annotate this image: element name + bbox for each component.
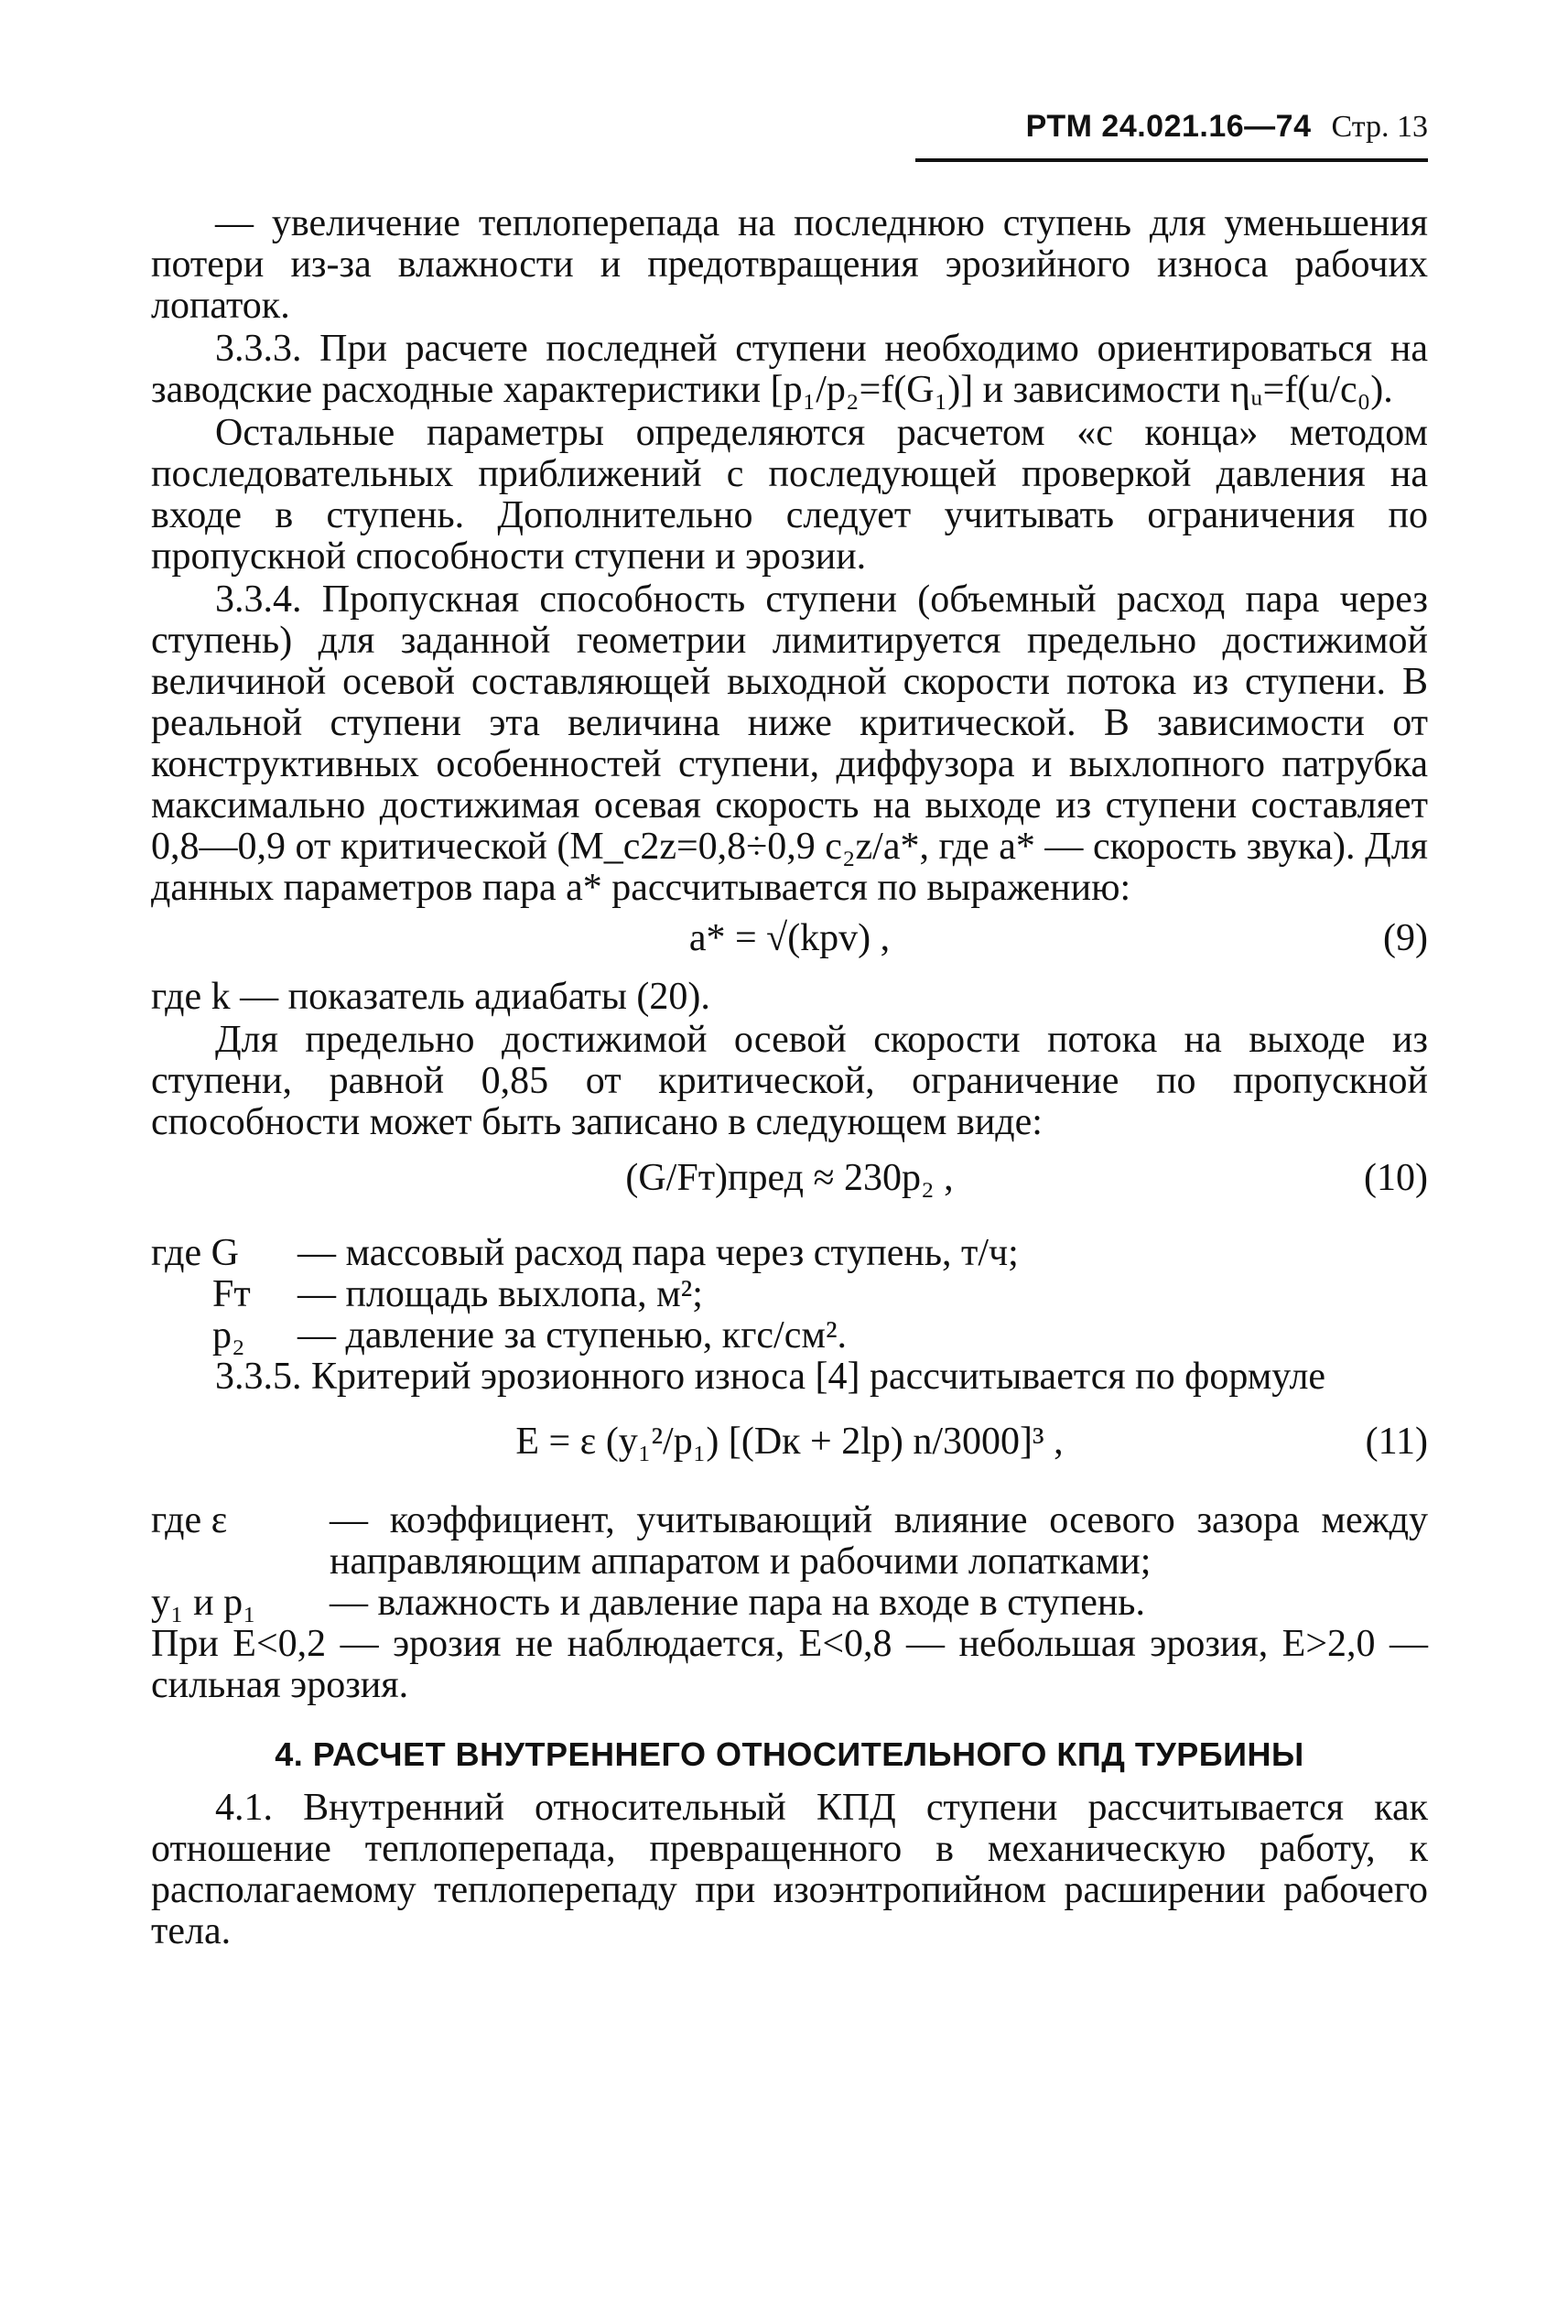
variable-item: [151, 1274, 1428, 1315]
variable-symbol: y₁ и p₁: [151, 1582, 256, 1624]
variable-symbol: где ε: [151, 1499, 228, 1541]
formula-number: (10): [1364, 1157, 1428, 1199]
paragraph-3-3-5: 3.3.5. Критерий эрозионного износа [4] рассчитывается по формуле: [215, 1356, 1326, 1398]
variable-description: — влажность и давление пара на входе в ступень.: [330, 1582, 1145, 1624]
paragraph-3-3-4: 3.3.4. Пропускная способность ступени (объемный расход пара через ступень) для заданной геометрии лимитируется предельно достижимой величиной осевой составляющей выходной скорости потока из ступени. В реальной ступени эта величина ниже критической. В зависимости от конструктивных особенностей ступени, диффузора и выхлопного патрубка максимально достижимая осевая скорость на выходе из ступени составляет 0,8—0,9 от критической (M_c2z=0,8÷0,9 c₂z/a*, где a* — скорость звука). Для данных параметров пара a* рассчитывается по выражению:: [151, 578, 1428, 909]
formula-expression: (G/Fт)пред ≈ 230p₂ ,: [625, 1157, 954, 1199]
variable-description: — массовый расход пара через ступень, т/ч;: [297, 1232, 1019, 1274]
variable-description: — давление за ступенью, кгс/см².: [297, 1314, 848, 1357]
variable-item: [151, 1315, 1428, 1357]
variable-symbol: p₂: [212, 1314, 245, 1357]
variable-symbol: Fт: [212, 1273, 251, 1315]
formula-number: (9): [1383, 917, 1428, 959]
paragraph-3-3-3: 3.3.3. При расчете последней ступени необходимо ориентироваться на заводские расходные характеристики [p₁/p₂=f(G₁)] и зависимости ηᵤ=f(u/c₀).: [151, 328, 1428, 411]
paragraph: — увеличение теплоперепада на последнюю ступень для уменьшения потери из-за влажности и предотвращения эрозийного износа рабочих лопаток.: [151, 202, 1428, 327]
formula-number: (11): [1365, 1421, 1428, 1463]
page-body: [151, 203, 1428, 1952]
variable-description: — площадь выхлопа, м²;: [297, 1273, 703, 1315]
formula-9: [151, 918, 1428, 977]
section-heading: 4. РАСЧЕТ ВНУТРЕННЕГО ОТНОСИТЕЛЬНОГО КПД ТУРБИНЫ: [275, 1735, 1304, 1773]
formula-expression: a* = √(kpv) ,: [688, 917, 891, 959]
paragraph-4-1: 4.1. Внутренний относительный КПД ступени рассчитывается как отношение теплоперепада, превращенного в механическую работу, к располагаемому теплоперепаду при изоэнтропийном расширении рабочего тела.: [151, 1787, 1428, 1952]
paragraph: где k — показатель адиабаты (20).: [151, 976, 710, 1018]
variables-list-10: [151, 1233, 1428, 1357]
paragraph: При E<0,2 — эрозия не наблюдается, E<0,8 — небольшая эрозия, E>2,0 — сильная эрозия.: [151, 1623, 1428, 1706]
page-header: [915, 108, 1428, 162]
paragraph: Остальные параметры определяются расчетом «с конца» методом последовательных приближений с последующей проверкой давления на входе в ступень. Дополнительно следует учитывать ограничения по пропускной способности ступени и эрозии.: [151, 412, 1428, 578]
document-code: РТМ 24.021.16—74: [1025, 109, 1312, 144]
variables-list-11: [151, 1500, 1428, 1624]
formula-expression: E = ε (y₁²/p₁) [(Dк + 2lр) n/3000]³ ,: [515, 1421, 1064, 1463]
paragraph: Для предельно достижимой осевой скорости потока на выходе из ступени, равной 0,85 от критической, ограничение по пропускной способности может быть записано в следующем виде:: [151, 1019, 1428, 1143]
variable-symbol: где G: [151, 1232, 239, 1274]
variable-description: — коэффициент, учитывающий влияние осевого зазора между направляющим аппаратом и рабочими лопатками;: [330, 1499, 1428, 1583]
formula-11: [151, 1398, 1428, 1500]
variable-item: [151, 1583, 1428, 1624]
formula-10: [151, 1143, 1428, 1233]
variable-item: [151, 1233, 1428, 1274]
page-number: Стр. 13: [1331, 110, 1428, 144]
variable-item: [151, 1500, 1428, 1583]
